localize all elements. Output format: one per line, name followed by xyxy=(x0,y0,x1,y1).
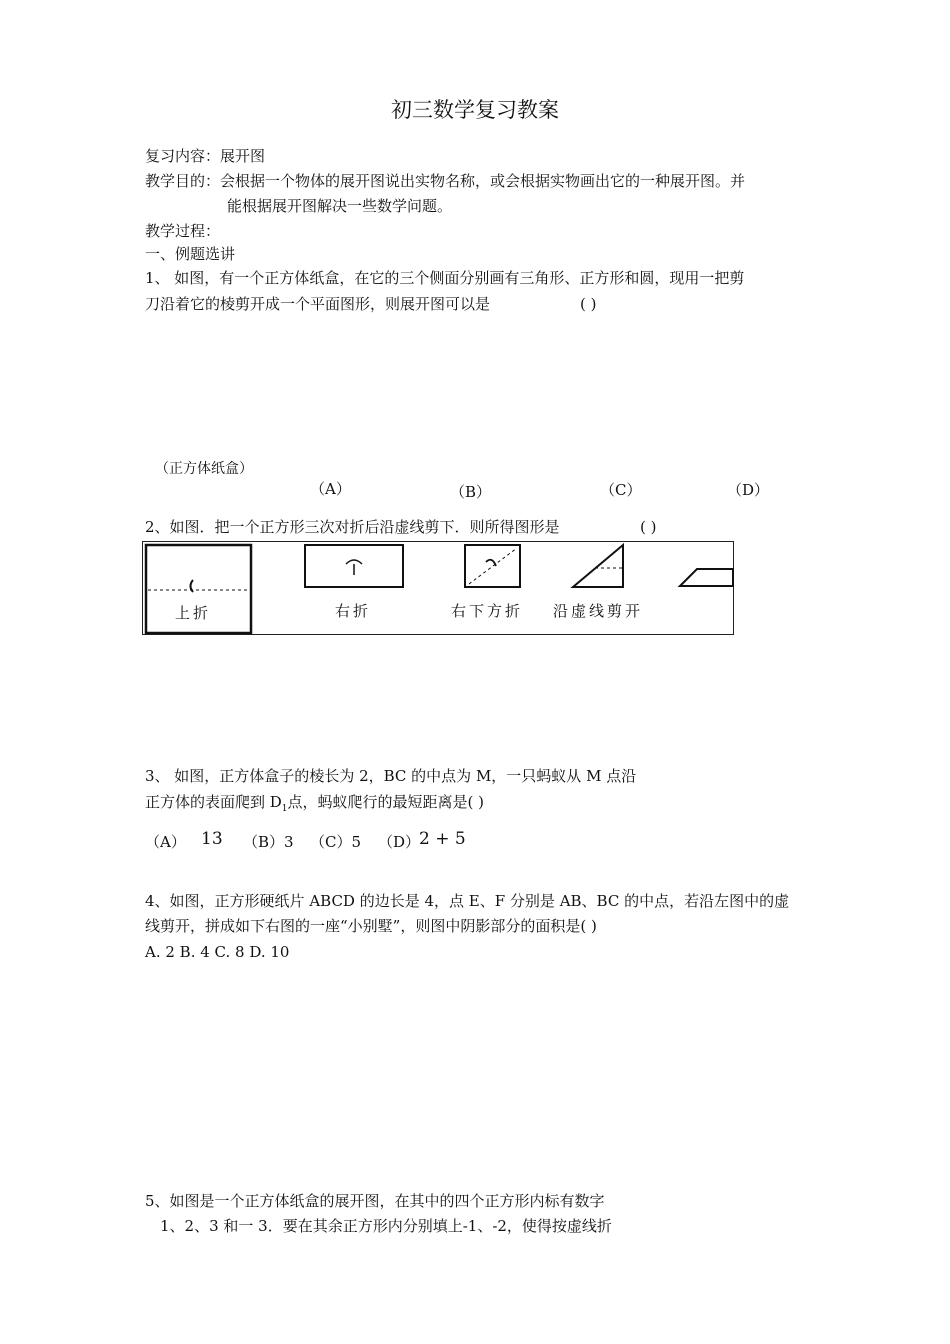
q3-option-d: （D） xyxy=(378,833,421,851)
teaching-goal-line-2: 能根据展开图解决一些数学问题。 xyxy=(227,197,453,215)
q4-options: A. 2 B. 4 C. 8 D. 10 xyxy=(145,943,290,961)
fold-arrow-icon xyxy=(191,580,194,592)
teaching-process-heading: 教学过程： xyxy=(145,222,221,240)
q5-line-1: 5、如图是一个正方体纸盒的展开图，在其中的四个正方形内标有数字 xyxy=(145,1192,605,1210)
q3-option-c: （C）5 xyxy=(310,833,362,851)
label-fold-up: 上折 xyxy=(175,604,212,622)
q1-option-d: （D） xyxy=(727,481,770,499)
label-fold-lower-right: 右下方折 xyxy=(451,602,524,620)
q3-line-2 xyxy=(145,792,484,819)
q1-cube-box-label: （正方体纸盒） xyxy=(155,461,253,477)
q3-option-b: （B）3 xyxy=(243,833,294,851)
q3-option-a-value: 13 xyxy=(201,829,223,849)
q4-line-2: 线剪开，拼成如下右图的一座“小别墅”，则图中阴影部分的面积是( ) xyxy=(145,917,597,935)
q3-subscript: 1 xyxy=(281,804,288,814)
q3-line-2b: 点，蚂蚁爬行的最短距离是( ) xyxy=(287,793,485,811)
small-square-shape xyxy=(465,545,520,587)
q2-folding-figure xyxy=(142,541,734,635)
label-fold-right: 右折 xyxy=(335,602,372,620)
right-fold-arrow-icon xyxy=(346,560,362,564)
label-cut-dashed: 沿虚线剪开 xyxy=(553,602,644,620)
teaching-goal-line-1: 教学目的：会根据一个物体的展开图说出实物名称，或会根据实物画出它的一种展开图。并 xyxy=(145,172,746,190)
trapezoid-shape xyxy=(680,569,733,586)
q1-option-c: （C） xyxy=(600,481,642,499)
q1-option-b: （B） xyxy=(450,483,492,501)
q3-option-d-value: 2 + 5 xyxy=(419,829,466,849)
q2-line: 2、如图．把一个正方形三次对折后沿虚线剪下．则所得图形是 xyxy=(145,518,560,536)
q3-line-1: 3、 如图，正方体盒子的棱长为 2，BC 的中点为 M，一只蚂蚁从 M 点沿 xyxy=(145,767,637,785)
q3-line-2a: 正方体的表面爬到 D xyxy=(145,793,282,811)
triangle-shape xyxy=(573,545,623,587)
q3-option-a: （A） xyxy=(145,833,186,851)
q1-line-1: 1、 如图，有一个正方体纸盒，在它的三个侧面分别画有三角形、正方形和圆，现用一把剪 xyxy=(145,269,745,287)
q1-answer-paren: ( ) xyxy=(580,295,597,313)
section-heading: 一、例题选讲 xyxy=(145,245,236,263)
q1-option-a: （A） xyxy=(310,480,351,498)
review-content-line: 复习内容：展开图 xyxy=(145,147,266,165)
folding-diagram xyxy=(143,542,735,636)
q5-line-2: 1、2、3 和一 3．要在其余正方形内分别填上-1、-2，使得按虚线折 xyxy=(160,1217,612,1235)
q4-line-1: 4、如图，正方形硬纸片 ABCD 的边长是 4，点 E、F 分别是 AB、BC 的中点，若沿左图中的虚 xyxy=(145,892,790,910)
q2-answer-paren: ( ) xyxy=(640,518,657,536)
q1-line-2: 刀沿着它的棱剪开成一个平面图形，则展开图可以是 xyxy=(145,295,491,313)
page-title: 初三数学复习教案 xyxy=(391,98,559,122)
